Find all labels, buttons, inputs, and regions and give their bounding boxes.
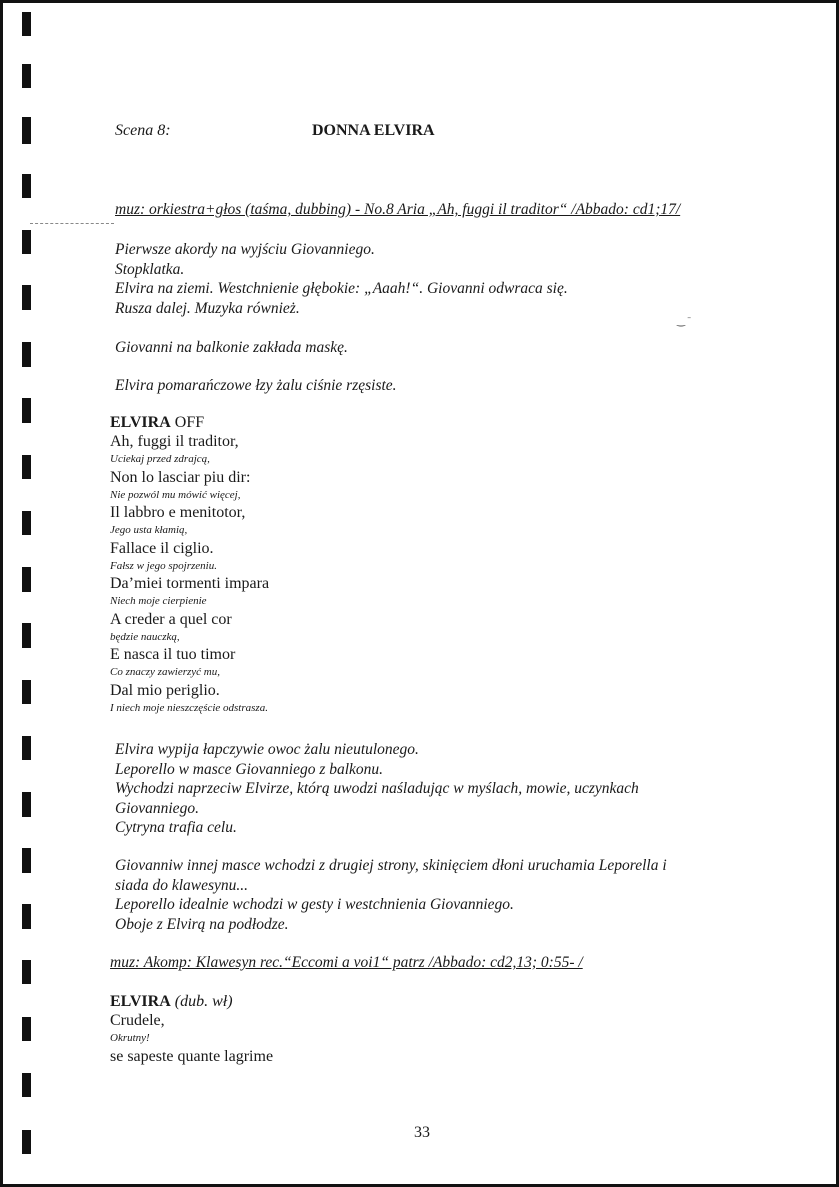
speaker-name: ELVIRA — [110, 993, 171, 1010]
speaker-heading — [110, 992, 273, 1012]
lyric-polish: I niech moje nieszczęście odstrasza. — [110, 701, 268, 714]
lyric-italian: se sapeste quante lagrime — [110, 1047, 274, 1065]
lyric-polish: Jego usta kłamią, — [110, 524, 188, 536]
lyric-polish: będzie nauczką, — [110, 630, 180, 643]
direction-line: Leporello w masce Giovanniego z balkonu. — [115, 760, 384, 778]
direction-line: Wychodzi naprzeciw Elvirze, którą uwodzi naśladując w myślach, mowie, uczynkach — [115, 780, 639, 797]
direction-line: Giovanniego. — [115, 799, 199, 817]
lyric-italian: E nasca il tuo timor — [110, 646, 236, 663]
speaker-name: ELVIRA — [110, 414, 171, 431]
speaker-note: (dub. wł) — [170, 993, 233, 1010]
lyrics-block-2 — [110, 992, 273, 1066]
dashed-rule — [30, 223, 114, 224]
lyric-italian: Da’miei tormenti impara — [110, 575, 270, 592]
direction-line: siada do klawesynu... — [115, 876, 249, 894]
lyric-italian: A creder a quel cor — [110, 610, 232, 628]
lyric-polish: Uciekaj przed zdrajcą, — [110, 453, 210, 465]
music-cue-1: muz: orkiestra+głos (taśma, dubbing) - No.8 Aria „Ah, fuggi il traditor“ /Abbado: cd1;17/ — [115, 201, 681, 218]
scene-label: Scena 8: — [115, 122, 171, 139]
lyric-italian: Il labbro e menitotor, — [110, 504, 246, 521]
direction-line: Leporello idealnie wchodzi w gesty i westchnienia Giovanniego. — [115, 896, 514, 913]
stage-directions-1 — [115, 240, 568, 318]
music-cue-2: muz: Akomp: Klawesyn rec.“Eccomi a voi1“ patrz /Abbado: cd2,13; 0:55- / — [110, 954, 583, 971]
stray-mark: ‿ ˉ — [677, 316, 691, 327]
lyric-polish: Okrutny! — [110, 1032, 150, 1044]
speaker-note: OFF — [170, 414, 205, 431]
speaker-heading — [110, 413, 269, 433]
lyric-italian: Non lo lasciar piu dir: — [110, 468, 251, 486]
direction-line: Stopklatka. — [115, 260, 185, 278]
lyric-italian: Crudele, — [110, 1012, 165, 1029]
direction-line: Oboje z Elvirą na podłodze. — [115, 915, 289, 933]
direction-line: Cytryna trafia celu. — [115, 819, 237, 836]
lyric-polish: Niech moje cierpienie — [110, 595, 207, 607]
direction-line: Pierwsze akordy na wyjściu Giovanniego. — [115, 241, 375, 258]
direction-line: Rusza dalej. Muzyka również. — [115, 299, 300, 317]
stage-directions-3: Elvira pomarańczowe łzy żalu ciśnie rzęsiste. — [115, 377, 397, 394]
direction-line: Elvira wypija łapczywie owoc żalu nieutulonego. — [115, 741, 419, 758]
stage-directions-5 — [115, 856, 667, 934]
lyric-italian: Fallace il ciglio. — [110, 539, 214, 557]
lyric-polish: Fałsz w jego spojrzeniu. — [110, 559, 217, 572]
scene-title: DONNA ELVIRA — [312, 122, 435, 139]
stage-directions-4 — [115, 740, 639, 838]
page-number: 33 — [414, 1124, 430, 1141]
lyric-italian: Dal mio periglio. — [110, 681, 220, 699]
lyric-italian: Ah, fuggi il traditor, — [110, 433, 239, 450]
direction-line: Giovanniw innej masce wchodzi z drugiej strony, skinięciem dłoni uruchamia Leporella i — [115, 857, 667, 874]
lyrics-block-1 — [110, 413, 269, 717]
stage-directions-2: Giovanni na balkonie zakłada maskę. — [115, 339, 348, 356]
direction-line: Elvira na ziemi. Westchnienie głębokie: „Aaah!“. Giovanni odwraca się. — [115, 280, 568, 297]
lyric-polish: Co znaczy zawierzyć mu, — [110, 666, 220, 678]
lyric-polish: Nie pozwól mu mówić więcej, — [110, 488, 241, 501]
